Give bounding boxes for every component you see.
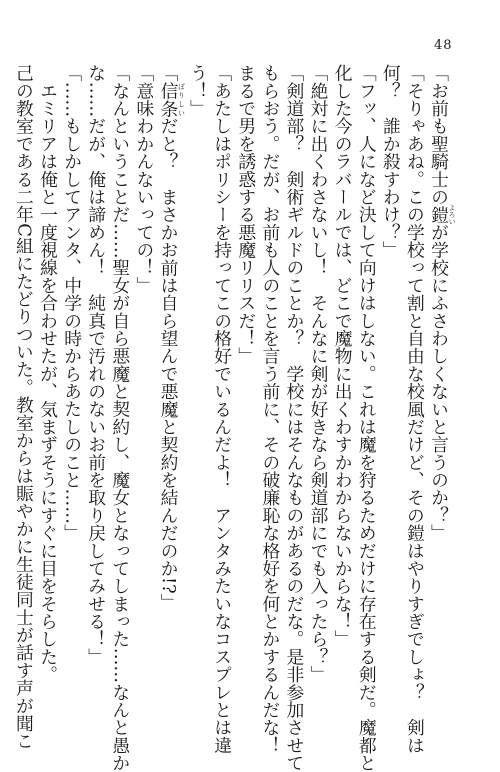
text-line: 「……もしかしてアンタ、中学の時からあたしのこと……」 — [61, 64, 83, 542]
text-line: 「お前も聖騎士の鎧よろいが学校にふさわしくないと言うのか？」 — [428, 64, 456, 542]
text-line: な……だが、俺は諦めん！ 純真で汚れのないお前を取り戻してみせる！」 — [85, 64, 107, 666]
text-line: 「フッ、人になど決して向けはしない。これは魔を狩るためだけに存在する剣だ。魔都と — [356, 64, 378, 772]
text-line: エミリアは俺と一度視線を合わせたが、気まずそうにすぐに目をそらした。 — [37, 64, 59, 684]
text-line: う！」 — [187, 64, 209, 118]
text-line: 化した今のラバールでは、どこで魔物に出くわすかわからないからな！」 — [332, 64, 354, 648]
page-number: 48 — [434, 38, 453, 53]
text-line: 己の教室である二年C組にたどりついた。教室からは賑やかに生徒同士が話す声が聞こ — [13, 64, 35, 750]
text-line: 「そりゃあね。この学校って割と自由な校風だけど、その鎧はやりすぎでしょ？ 剣は — [404, 64, 426, 754]
text-line: 何？ 誰か殺すわけ？」 — [380, 64, 402, 259]
vertical-text-body — [13, 64, 456, 772]
text-line: 「絶対に出くわさないし！ そんなに剣が好きなら剣道部にでも入ったら？」 — [308, 64, 330, 684]
text-line: 「あたしはポリシーを持ってこの格好でいるんだよ！ アンタみたいなコスプレとは違 — [211, 64, 233, 754]
text-line: 「なんということだ……聖女が自ら悪魔と契約し、魔女となってしまった……なんと愚か — [109, 64, 131, 772]
text-line: まるで男を誘惑する悪魔リリスだ！」 — [235, 64, 257, 365]
text-line: 「信条ぽりしいだと？ まさかお前は自ら望んで悪魔と契約を結んだのか!?」 — [157, 64, 186, 612]
text-line: もらおう。だが、お前も人のことを言う前に、その破廉恥な格好を何とかするんだな！ — [259, 64, 281, 754]
ruby-shinjou: ぽりしい — [177, 81, 186, 118]
ruby-yoroi: よろい — [448, 203, 456, 225]
text-line: 「剣道部？ 剣術ギルドのことか？ 学校にはそんなものがあるのだな。是非参加させて — [283, 64, 305, 772]
text-line: 「意味わかんないっての！」 — [133, 64, 155, 294]
